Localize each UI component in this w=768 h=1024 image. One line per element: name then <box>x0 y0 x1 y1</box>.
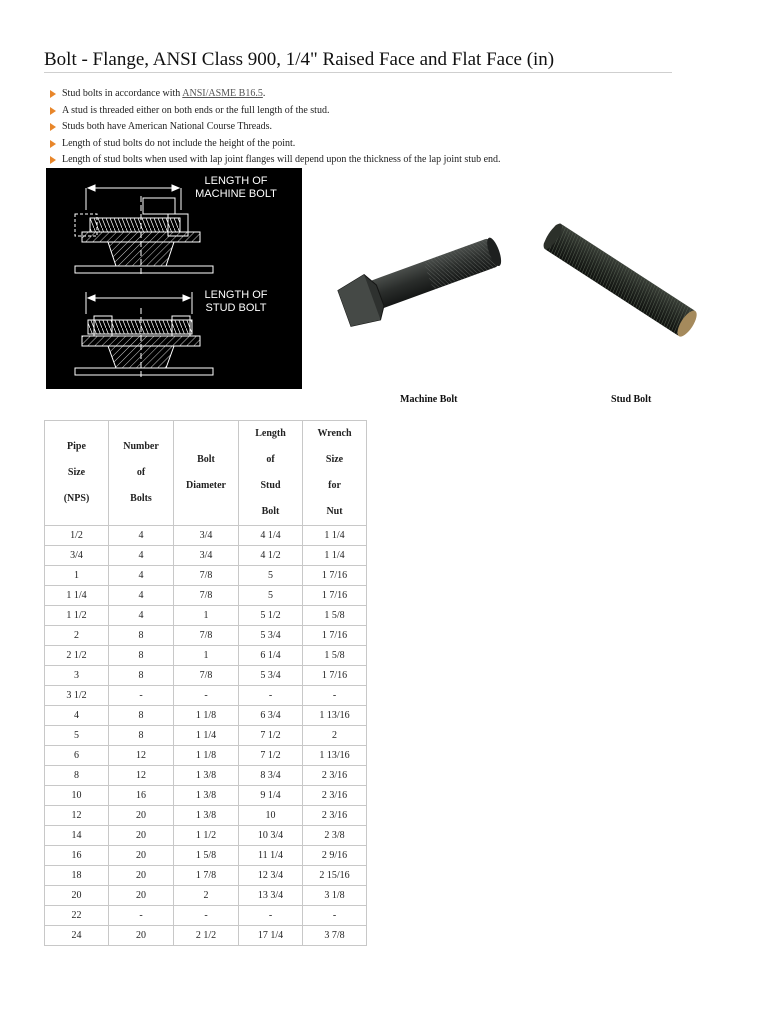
cell-number-of-bolts: 20 <box>109 806 174 826</box>
cell-stud-length: 5 1/2 <box>239 606 303 626</box>
table-row <box>45 746 367 766</box>
cell-number-of-bolts: 20 <box>109 886 174 906</box>
cell-number-of-bolts: - <box>109 906 174 926</box>
cell-stud-length: 5 3/4 <box>239 626 303 646</box>
cell-wrench-size: 3 1/8 <box>303 886 367 906</box>
cell-stud-length: 10 <box>239 806 303 826</box>
cell-bolt-diameter: 1 <box>174 606 239 626</box>
table-row <box>45 726 367 746</box>
header-line: Nut <box>326 506 343 517</box>
cell-bolt-diameter: 1 1/8 <box>174 706 239 726</box>
cell-pipe-size: 1/2 <box>45 526 109 546</box>
cell-pipe-size: 2 <box>45 626 109 646</box>
bullet-text: . <box>262 88 266 99</box>
cell-stud-length: 10 3/4 <box>239 826 303 846</box>
diagram-label-machine-1: LENGTH OF <box>204 175 268 187</box>
diagram-label-machine-2: MACHINE BOLT <box>195 188 277 200</box>
header-line: Wrench <box>317 428 352 439</box>
bullet-arrow-icon <box>50 90 56 98</box>
bullet-text: A stud is threaded either on both ends or the full length of the stud. <box>62 104 330 116</box>
cell-stud-length: 9 1/4 <box>239 786 303 806</box>
header-line: Size <box>67 467 86 478</box>
cell-wrench-size: 2 3/16 <box>303 766 367 786</box>
cell-bolt-diameter: 1 1/4 <box>174 726 239 746</box>
cell-wrench-size: 2 3/16 <box>303 786 367 806</box>
info-bullet-list <box>48 86 501 169</box>
machine-bolt-image <box>330 222 510 342</box>
cell-wrench-size: 1 7/16 <box>303 666 367 686</box>
cell-bolt-diameter: 1 <box>174 646 239 666</box>
table-row <box>45 666 367 686</box>
bullet-text: Length of stud bolts do not include the height of the point. <box>62 137 296 149</box>
cell-number-of-bolts: 4 <box>109 566 174 586</box>
table-row <box>45 926 367 946</box>
cell-wrench-size: 2 <box>303 726 367 746</box>
cell-pipe-size: 3 1/2 <box>45 686 109 706</box>
table-row <box>45 786 367 806</box>
cell-bolt-diameter: 7/8 <box>174 666 239 686</box>
header-line: Bolt <box>197 454 215 465</box>
cell-bolt-diameter: 7/8 <box>174 566 239 586</box>
cell-pipe-size: 16 <box>45 846 109 866</box>
cell-bolt-diameter: 3/4 <box>174 526 239 546</box>
cell-bolt-diameter: 2 <box>174 886 239 906</box>
table-row <box>45 886 367 906</box>
cell-bolt-diameter: 3/4 <box>174 546 239 566</box>
cell-number-of-bolts: 4 <box>109 586 174 606</box>
cell-wrench-size: 1 1/4 <box>303 526 367 546</box>
cell-bolt-diameter: 1 3/8 <box>174 806 239 826</box>
cell-wrench-size: 2 3/16 <box>303 806 367 826</box>
cell-stud-length: - <box>239 686 303 706</box>
cell-wrench-size: 2 9/16 <box>303 846 367 866</box>
bullet-text: Length of stud bolts when used with lap joint flanges will depend upon the thickness of the lap joint stub end. <box>62 154 501 165</box>
cell-pipe-size: 22 <box>45 906 109 926</box>
cell-number-of-bolts: 4 <box>109 546 174 566</box>
cell-pipe-size: 4 <box>45 706 109 726</box>
cell-pipe-size: 8 <box>45 766 109 786</box>
cell-wrench-size: 1 7/16 <box>303 566 367 586</box>
table-row <box>45 806 367 826</box>
table-row <box>45 566 367 586</box>
table-row <box>45 826 367 846</box>
header-line: Bolt <box>261 506 280 517</box>
machine-bolt-caption: Machine Bolt <box>400 394 458 405</box>
header-pipe-size <box>45 421 109 526</box>
cell-stud-length: 5 3/4 <box>239 666 303 686</box>
cell-bolt-diameter: 1 1/8 <box>174 746 239 766</box>
table-header-row <box>45 421 367 526</box>
cell-bolt-diameter: 2 1/2 <box>174 926 239 946</box>
table-row <box>45 906 367 926</box>
cell-stud-length: 6 3/4 <box>239 706 303 726</box>
cell-pipe-size: 14 <box>45 826 109 846</box>
cell-bolt-diameter: 1 3/8 <box>174 786 239 806</box>
header-line: Bolts <box>130 493 152 504</box>
cell-pipe-size: 12 <box>45 806 109 826</box>
cell-bolt-diameter: 7/8 <box>174 586 239 606</box>
header-line: of <box>136 467 146 478</box>
cell-wrench-size: 3 7/8 <box>303 926 367 946</box>
ansi-asme-link[interactable]: ANSI/ASME B16.5 <box>182 88 263 99</box>
cell-wrench-size: 1 1/4 <box>303 546 367 566</box>
table-row <box>45 646 367 666</box>
list-item <box>48 86 501 103</box>
cell-bolt-diameter: - <box>174 906 239 926</box>
header-line: Length <box>255 428 286 439</box>
cell-number-of-bolts: 12 <box>109 766 174 786</box>
table-row <box>45 606 367 626</box>
header-line: Stud <box>260 480 281 491</box>
cell-stud-length: 17 1/4 <box>239 926 303 946</box>
cell-pipe-size: 24 <box>45 926 109 946</box>
cell-wrench-size: 2 15/16 <box>303 866 367 886</box>
cell-pipe-size: 5 <box>45 726 109 746</box>
cell-number-of-bolts: 8 <box>109 626 174 646</box>
list-item <box>48 136 501 153</box>
bolt-spec-table <box>44 420 367 946</box>
cell-wrench-size: 1 7/16 <box>303 626 367 646</box>
cell-pipe-size: 1 1/2 <box>45 606 109 626</box>
cell-bolt-diameter: 1 7/8 <box>174 866 239 886</box>
cell-number-of-bolts: 16 <box>109 786 174 806</box>
cell-stud-length: - <box>239 906 303 926</box>
header-bolt-diameter <box>174 421 239 526</box>
cell-stud-length: 13 3/4 <box>239 886 303 906</box>
cell-number-of-bolts: 20 <box>109 866 174 886</box>
cell-pipe-size: 3/4 <box>45 546 109 566</box>
cell-number-of-bolts: 8 <box>109 726 174 746</box>
cell-pipe-size: 6 <box>45 746 109 766</box>
cell-wrench-size: 1 5/8 <box>303 646 367 666</box>
cell-pipe-size: 3 <box>45 666 109 686</box>
table-row <box>45 686 367 706</box>
list-item <box>48 103 501 120</box>
cell-number-of-bolts: 4 <box>109 526 174 546</box>
cell-number-of-bolts: 8 <box>109 666 174 686</box>
cell-stud-length: 4 1/4 <box>239 526 303 546</box>
header-stud-length <box>239 421 303 526</box>
table-row <box>45 706 367 726</box>
cell-stud-length: 5 <box>239 566 303 586</box>
cell-bolt-diameter: 1 3/8 <box>174 766 239 786</box>
cell-wrench-size: 1 5/8 <box>303 606 367 626</box>
cell-stud-length: 6 1/4 <box>239 646 303 666</box>
header-line: Number <box>123 441 159 452</box>
cell-stud-length: 8 3/4 <box>239 766 303 786</box>
cell-wrench-size: 1 13/16 <box>303 706 367 726</box>
header-line: of <box>266 454 275 465</box>
header-line: Size <box>325 454 344 465</box>
cell-stud-length: 4 1/2 <box>239 546 303 566</box>
cell-number-of-bolts: 20 <box>109 926 174 946</box>
cell-number-of-bolts: - <box>109 686 174 706</box>
cell-bolt-diameter: 7/8 <box>174 626 239 646</box>
cell-wrench-size: 1 13/16 <box>303 746 367 766</box>
bullet-text: Stud bolts in accordance with <box>62 88 183 99</box>
page-title: Bolt - Flange, ANSI Class 900, 1/4" Raised Face and Flat Face (in) <box>44 48 672 73</box>
cell-pipe-size: 10 <box>45 786 109 806</box>
table-body <box>45 526 367 946</box>
cell-number-of-bolts: 20 <box>109 826 174 846</box>
stud-bolt-caption: Stud Bolt <box>611 394 652 405</box>
cell-number-of-bolts: 12 <box>109 746 174 766</box>
table-row <box>45 846 367 866</box>
cell-stud-length: 7 1/2 <box>239 746 303 766</box>
cell-wrench-size: - <box>303 906 367 926</box>
cell-pipe-size: 1 1/4 <box>45 586 109 606</box>
cell-bolt-diameter: 1 1/2 <box>174 826 239 846</box>
table-row <box>45 766 367 786</box>
cell-pipe-size: 20 <box>45 886 109 906</box>
cell-stud-length: 5 <box>239 586 303 606</box>
cell-stud-length: 11 1/4 <box>239 846 303 866</box>
cell-pipe-size: 1 <box>45 566 109 586</box>
table-row <box>45 866 367 886</box>
cell-number-of-bolts: 4 <box>109 606 174 626</box>
cell-number-of-bolts: 8 <box>109 706 174 726</box>
list-item <box>48 152 501 169</box>
stud-bolt-image <box>534 218 706 342</box>
cell-wrench-size: - <box>303 686 367 706</box>
cell-stud-length: 12 3/4 <box>239 866 303 886</box>
cell-number-of-bolts: 20 <box>109 846 174 866</box>
bullet-arrow-icon <box>50 156 56 164</box>
bullet-arrow-icon <box>50 123 56 131</box>
header-wrench-size <box>303 421 367 526</box>
table-row <box>45 586 367 606</box>
cell-number-of-bolts: 8 <box>109 646 174 666</box>
table-row <box>45 546 367 566</box>
cell-stud-length: 7 1/2 <box>239 726 303 746</box>
diagram-label-stud-1: LENGTH OF <box>204 289 268 301</box>
header-line: Diameter <box>186 480 226 491</box>
diagram-label-stud-2: STUD BOLT <box>205 302 267 314</box>
table-row <box>45 626 367 646</box>
list-item <box>48 119 501 136</box>
header-line: Pipe <box>67 441 86 452</box>
bullet-arrow-icon <box>50 140 56 148</box>
table-row <box>45 526 367 546</box>
cell-bolt-diameter: - <box>174 686 239 706</box>
cell-wrench-size: 2 3/8 <box>303 826 367 846</box>
header-line: (NPS) <box>63 493 90 504</box>
cell-bolt-diameter: 1 5/8 <box>174 846 239 866</box>
cell-pipe-size: 18 <box>45 866 109 886</box>
header-line: for <box>328 480 341 491</box>
bullet-text: Studs both have American National Course Threads. <box>62 121 273 132</box>
cell-wrench-size: 1 7/16 <box>303 586 367 606</box>
bullet-arrow-icon <box>50 107 56 115</box>
cell-pipe-size: 2 1/2 <box>45 646 109 666</box>
bolt-length-diagram <box>46 168 302 389</box>
header-number-of-bolts <box>109 421 174 526</box>
